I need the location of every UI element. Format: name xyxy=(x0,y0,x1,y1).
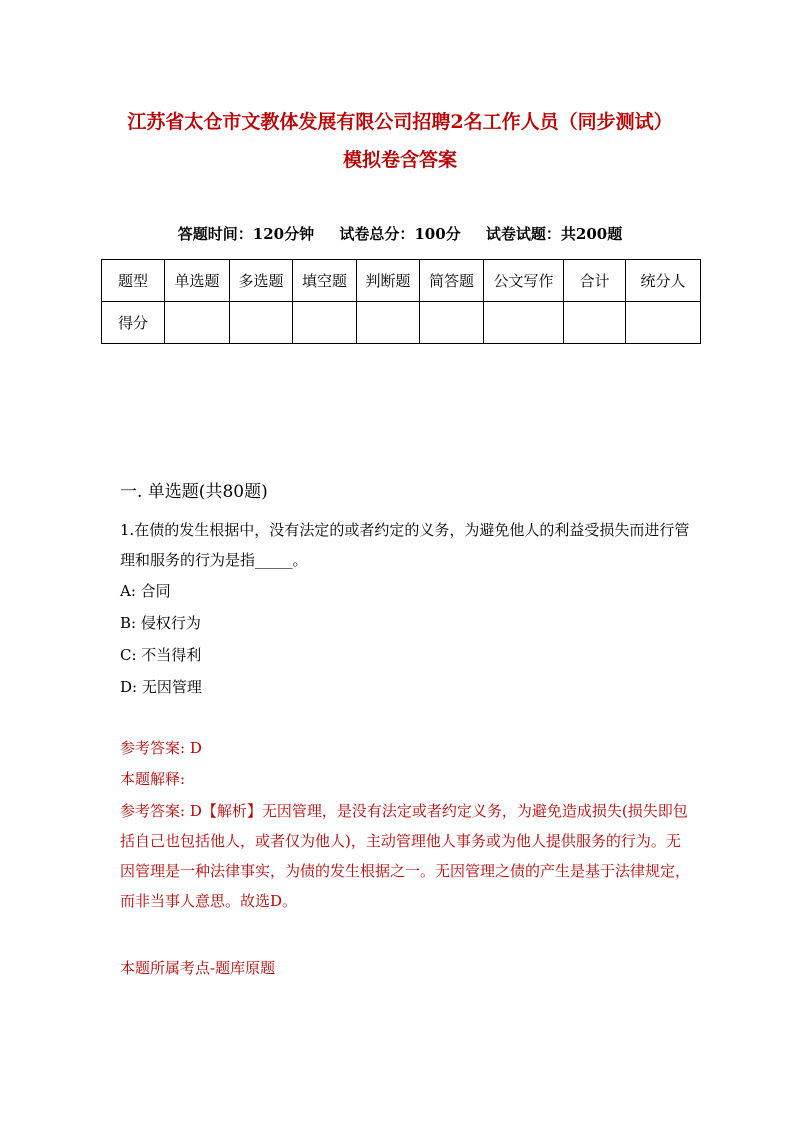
header-cell-multiple-choice: 多选题 xyxy=(230,260,293,302)
exam-info xyxy=(0,224,800,244)
score-cell xyxy=(165,302,230,344)
section-heading: 一. 单选题(共80题) xyxy=(120,482,268,502)
explanation-text: 参考答案: D【解析】无因管理，是没有法定或者约定义务，为避免造成损失(损失即包括自己也包括他人，或者仅为他人)，主动管理他人事务或为他人提供服务的行为。无因管理是一种法律事实，为债的发生根据之一。无因管理之债的产生是基于法律规定，而非当事人意思。故选D。 xyxy=(120,802,691,910)
reference-answer: 参考答案: D xyxy=(120,739,202,757)
document-subtitle: 模拟卷含答案 xyxy=(342,149,457,171)
option-d: D: 无因管理 xyxy=(120,678,202,696)
score-cell xyxy=(293,302,357,344)
header-cell-fill-blank: 填空题 xyxy=(293,260,357,302)
row-label-score: 得分 xyxy=(102,302,165,344)
score-table xyxy=(101,259,701,344)
explanation-label: 本题解释: xyxy=(120,770,186,788)
exam-time: 答题时间：120分钟 xyxy=(177,225,315,243)
option-b: B: 侵权行为 xyxy=(120,614,201,632)
option-a: A: 合同 xyxy=(120,582,171,600)
option-c: C: 不当得利 xyxy=(120,646,202,664)
score-table-score-row xyxy=(102,302,701,344)
question-source: 本题所属考点-题库原题 xyxy=(120,959,276,977)
document-title: 江苏省太仓市文教体发展有限公司招聘2名工作人员（同步测试） xyxy=(127,111,673,133)
score-cell xyxy=(564,302,626,344)
header-cell-scorer: 统分人 xyxy=(626,260,701,302)
header-cell-total: 合计 xyxy=(564,260,626,302)
score-cell xyxy=(230,302,293,344)
score-cell xyxy=(357,302,420,344)
score-cell xyxy=(626,302,701,344)
header-cell-type: 题型 xyxy=(102,260,165,302)
header-cell-short-answer: 简答题 xyxy=(420,260,484,302)
exam-total-score: 试卷总分：100分 xyxy=(339,225,461,243)
question-text: 1.在债的发生根据中，没有法定的或者约定的义务，为避免他人的利益受损失而进行管理和服务的行为是指_____。 xyxy=(120,521,690,569)
header-cell-official-writing: 公文写作 xyxy=(484,260,564,302)
score-table-header-row xyxy=(102,260,701,302)
header-cell-true-false: 判断题 xyxy=(357,260,420,302)
score-cell xyxy=(420,302,484,344)
header-cell-single-choice: 单选题 xyxy=(165,260,230,302)
exam-question-count: 试卷试题：共200题 xyxy=(485,225,623,243)
score-cell xyxy=(484,302,564,344)
